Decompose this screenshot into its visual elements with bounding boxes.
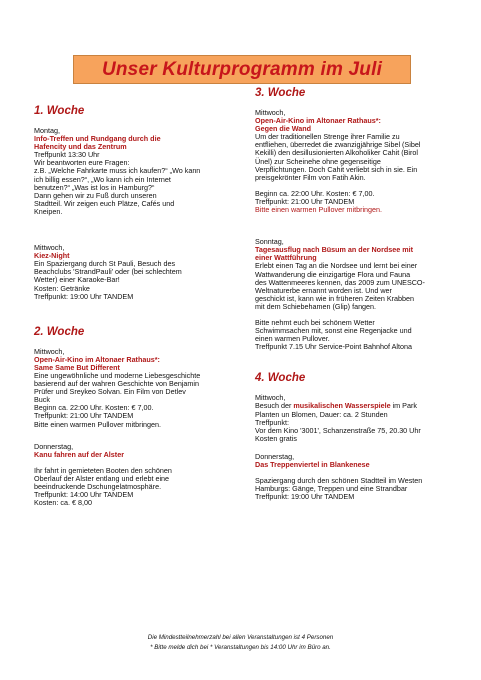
- event-line: Treffpunkt 7.15 Uhr Service-Point Bahnhof Altona: [255, 342, 413, 352]
- event-line: Bitte einen warmen Pullover mitbringen.: [255, 205, 383, 215]
- event-line: Verpflichtungen. Doch Cahit verliebt sich in sie. Ein: [255, 164, 418, 174]
- week-3-heading: 3. Woche: [255, 87, 306, 99]
- event-title: einer Wattführung: [255, 253, 317, 263]
- event-treppenviertel: [255, 453, 460, 501]
- event-kanu: [34, 443, 234, 508]
- event-title: Info-Treffen und Rundgang durch die: [34, 134, 161, 144]
- event-open-air-kino-2: [255, 109, 460, 214]
- event-line: Planten un Blomen, Dauer: ca. 2 Stunden: [255, 409, 388, 419]
- event-line: Ihr fahrt in gemieteten Booten den schönen: [34, 465, 172, 475]
- event-wasserspiele: [255, 394, 460, 443]
- event-line: Treffpunkt: 19:00 Uhr TANDEM: [34, 291, 134, 301]
- event-line: z.B. „Welche Fahrkarte muss ich kaufen?“ „Wo kann: [34, 166, 201, 176]
- event-title: Kiez-Night: [34, 251, 70, 261]
- event-line: Treffpunkt: 21:00 Uhr TANDEM: [34, 411, 134, 421]
- event-title: Tagesausflug nach Büsum an der Nordsee mit: [255, 245, 414, 255]
- event-line: Erlebt einen Tag an die Nordsee und lernt bei einer: [255, 261, 418, 271]
- event-line: Eine ungewöhnliche und moderne Liebesgeschichte: [34, 370, 201, 380]
- event-line: Beginn ca. 22:00 Uhr. Kosten: € 7,00.: [34, 403, 154, 413]
- event-open-air-kino-1: [34, 348, 234, 429]
- event-day: Mittwoch,: [255, 393, 286, 403]
- event-line: Kneipen.: [34, 206, 63, 216]
- left-column: [34, 104, 234, 507]
- event-day: Donnerstag,: [255, 451, 295, 461]
- event-line: Beginn ca. 22:00 Uhr. Kosten: € 7,00.: [255, 188, 375, 198]
- event-line: Um der traditionellen Strenge ihrer Familie zu: [255, 132, 400, 142]
- page-title-banner: [73, 55, 411, 84]
- event-line: Ünel) zur Scheinehe ohne gegenseitige: [255, 156, 381, 166]
- event-line: Beachclubs 'StrandPauli' oder (bei schlechtem: [34, 267, 182, 277]
- event-line: Oberlauf der Alster entlang und erlebt eine: [34, 473, 170, 483]
- event-line: ich billig essen?“, „Wo kann ich ein Internet: [34, 174, 171, 184]
- event-title: Same Same But Different: [34, 362, 120, 372]
- footer-note-min-participants: Die Mindestteilnehmerzahl bei allen Veranstaltungen ist 4 Personen: [147, 634, 334, 641]
- event-line: Schwimmsachen mit, sonst eine Regenjacke und: [255, 326, 412, 336]
- event-line: benutzen?“ „Was ist los in Hamburg?“: [34, 182, 155, 192]
- right-column: [255, 86, 460, 501]
- event-line: Bitte nehmt euch bei schönem Wetter: [255, 317, 375, 327]
- event-line: Weltnaturerbe ernannt worden ist. Und wer: [255, 285, 392, 295]
- event-title: Kanu fahren auf der Alster: [34, 449, 124, 459]
- event-line: Buck: [34, 395, 50, 405]
- week-1-heading: 1. Woche: [34, 105, 85, 117]
- event-line: beeindruckende Dschungelatmosphäre.: [34, 482, 162, 491]
- event-line: Wir beantworten eure Fragen:: [34, 158, 130, 168]
- event-line: Prüfer und Sreykeo Solvan. Ein Film von Detlev: [34, 387, 186, 397]
- event-day: Sonntag,: [255, 237, 284, 247]
- event-line: Ein Spaziergang durch St Pauli, Besuch des: [34, 259, 176, 269]
- event-title: musikalischen Wasserspiele: [293, 401, 391, 411]
- event-line: des Wattenmeeres kennen, das 2009 zum UNESCO-: [255, 277, 425, 287]
- event-line: Dann gehen wir zu Fuß durch unseren: [34, 190, 157, 200]
- event-day: Mittwoch,: [34, 243, 65, 253]
- event-line: Kosten gratis: [255, 433, 297, 443]
- event-kiez-night: [34, 244, 234, 301]
- event-day: Mittwoch,: [255, 108, 286, 117]
- event-line: Vor dem Kino '3001', Schanzenstraße 75, 20.30 Uhr: [255, 425, 421, 435]
- event-line: Treffpunkt: 19:00 Uhr TANDEM: [255, 492, 355, 502]
- event-line: Wattwanderung die einzigartige Flora und Fauna: [255, 269, 411, 279]
- event-buesum: [255, 238, 460, 351]
- event-day: Montag,: [34, 126, 60, 135]
- event-line: Hamburgs: Gänge, Treppen und eine Strandbar: [255, 484, 408, 494]
- event-line: einen warmen Pullover.: [255, 334, 330, 344]
- event-info-meeting: [34, 127, 234, 216]
- event-line: Wetter) einer Karaoke-Bar!: [34, 275, 120, 285]
- event-line: geschickt ist, kann wie in früheren Zeiten Krabben: [255, 293, 415, 303]
- event-line: Spaziergang durch den schönen Stadtteil im Westen: [255, 476, 423, 486]
- event-line: Kosten: Getränke: [34, 283, 90, 293]
- event-line: Treffpunkt: 14:00 Uhr TANDEM: [34, 490, 134, 500]
- event-line: mit dem Schiebehamen (Glip) fangen.: [255, 301, 377, 311]
- event-title-prefix: Besuch der: [255, 401, 294, 411]
- event-day: Donnerstag,: [34, 441, 74, 451]
- event-line: Treffpunkt:: [255, 417, 289, 427]
- event-line: basierend auf der wahren Geschichte von Benjamin: [34, 379, 200, 389]
- event-line: Kekilli) den desillusionierten Alkoholiker Cahit (Birol: [255, 148, 418, 158]
- event-line: Bitte einen warmen Pullover mitbringen.: [34, 419, 162, 429]
- event-line: Treffpunkt: 21:00 Uhr TANDEM: [255, 196, 355, 206]
- event-line: Treffpunkt 13:30 Uhr: [34, 150, 100, 160]
- event-line: entfliehen, überredet die zwanzigjährige Sibel (Sibel: [255, 140, 421, 150]
- week-2-heading: 2. Woche: [34, 325, 85, 338]
- event-line: Stadtteil. Wir zeigen euch Plätze, Cafés und: [34, 198, 175, 208]
- event-day: Mittwoch,: [34, 346, 65, 356]
- event-line: preisgekrönter Film von Fatih Akin.: [255, 172, 366, 182]
- event-title-suffix: im Park: [390, 401, 417, 411]
- page-title: Unser Kulturprogramm im Juli: [101, 58, 383, 80]
- week-4-heading: 4. Woche: [255, 372, 306, 385]
- footer-note-registration: * Bitte melde dich bei * Veranstaltungen bis 14:00 Uhr im Büro an.: [150, 644, 331, 651]
- event-title: Gegen die Wand: [255, 124, 312, 134]
- event-title: Open-Air-Kino im Altonaer Rathaus*:: [255, 116, 381, 126]
- event-title: Open-Air-Kino im Altonaer Rathaus*:: [34, 354, 160, 364]
- event-title: Hafencity und das Zentrum: [34, 142, 127, 152]
- event-title: Das Treppenviertel in Blankenese: [255, 460, 370, 469]
- event-line: Kosten: ca. € 8,00: [34, 498, 92, 508]
